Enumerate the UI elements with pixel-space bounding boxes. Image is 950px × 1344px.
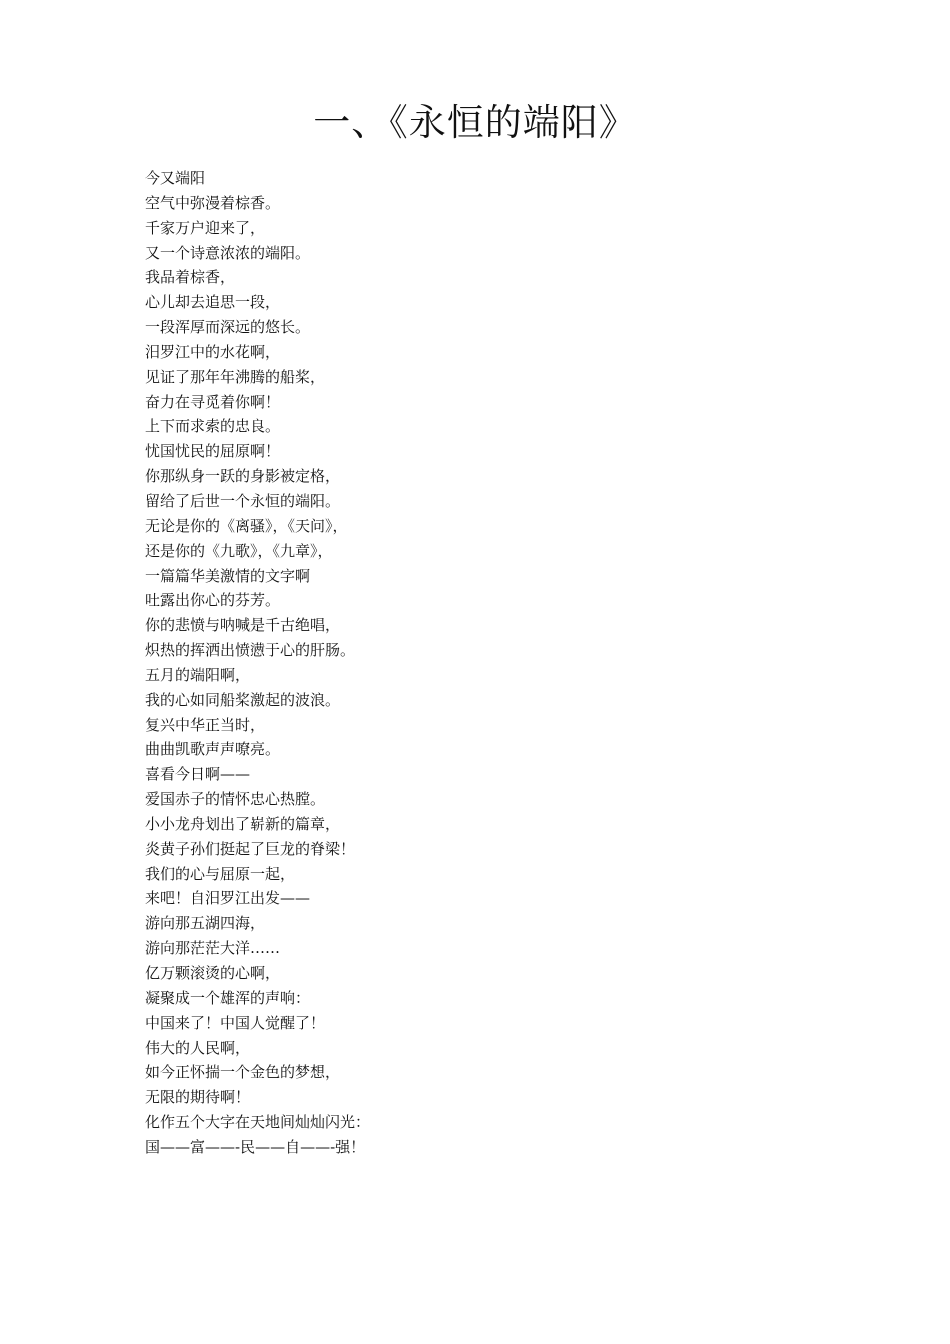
poem-line: 我的心如同船桨激起的波浪。: [145, 690, 341, 709]
poem-line: 我品着棕香，: [145, 268, 236, 287]
poem-line: 复兴中华正当时，: [145, 715, 266, 734]
poem-line: 如今正怀揣一个金色的梦想，: [145, 1063, 341, 1082]
poem-line: 见证了那年年沸腾的船桨，: [145, 367, 326, 386]
poem-line: 炽热的挥洒出愤懑于心的肝肠。: [145, 641, 356, 660]
poem-line: 国——富——-民——自——-强！: [145, 1137, 366, 1156]
poem-line: 爱国赤子的情怀忠心热膛。: [145, 790, 326, 809]
poem-line: 伟大的人民啊，: [145, 1038, 251, 1057]
poem-line: 我们的心与屈原一起，: [145, 864, 296, 883]
poem-line: 一篇篇华美激情的文字啊: [145, 566, 311, 585]
poem-line: 五月的端阳啊，: [145, 665, 251, 684]
poem-line: 游向那五湖四海，: [145, 914, 266, 933]
poem-line: 炎黄子孙们挺起了巨龙的脊梁！: [145, 839, 356, 858]
poem-line: 来吧！自汨罗江出发——: [145, 889, 311, 908]
poem-line: 你那纵身一跃的身影被定格，: [145, 467, 341, 486]
poem-line: 一段浑厚而深远的悠长。: [145, 318, 311, 337]
poem-line: 汨罗江中的水花啊，: [145, 342, 281, 361]
poem-line: 忧国忧民的屈原啊！: [145, 442, 281, 461]
poem-line: 留给了后世一个永恒的端阳。: [145, 491, 341, 510]
poem-line: 游向那茫茫大洋……: [145, 939, 281, 958]
poem-line: 上下而求索的忠良。: [145, 417, 281, 436]
poem-line: 心儿却去追思一段，: [145, 293, 281, 312]
poem-line: 吐露出你心的芬芳。: [145, 591, 281, 610]
poem-body: [145, 166, 845, 1160]
poem-line: 喜看今日啊——: [145, 765, 251, 784]
poem-line: 还是你的《九歌》，《九章》，: [145, 541, 333, 560]
poem-line: 化作五个大字在天地间灿灿闪光：: [145, 1113, 371, 1132]
poem-line: 凝聚成一个雄浑的声响：: [145, 988, 311, 1007]
poem-line: 中国来了！中国人觉醒了！: [145, 1013, 326, 1032]
poem-line: 又一个诗意浓浓的端阳。: [145, 243, 311, 262]
poem-line: 你的悲愤与呐喊是千古绝唱，: [145, 616, 341, 635]
poem-line: 无限的期待啊！: [145, 1088, 251, 1107]
poem-line: 奋力在寻觅着你啊！: [145, 392, 281, 411]
poem-line: 小小龙舟划出了崭新的篇章，: [145, 814, 341, 833]
poem-line: 千家万户迎来了，: [145, 218, 266, 237]
poem-title: 一、《永恒的端阳》: [313, 101, 637, 144]
poem-line: 亿万颗滚烫的心啊，: [145, 964, 281, 982]
poem-line: 曲曲凯歌声声嘹亮。: [145, 740, 281, 759]
poem-line: 今又端阳: [145, 169, 206, 187]
poem-line: 空气中弥漫着棕香。: [145, 193, 281, 212]
poem-line: 无论是你的《离骚》，《天问》，: [145, 516, 348, 535]
